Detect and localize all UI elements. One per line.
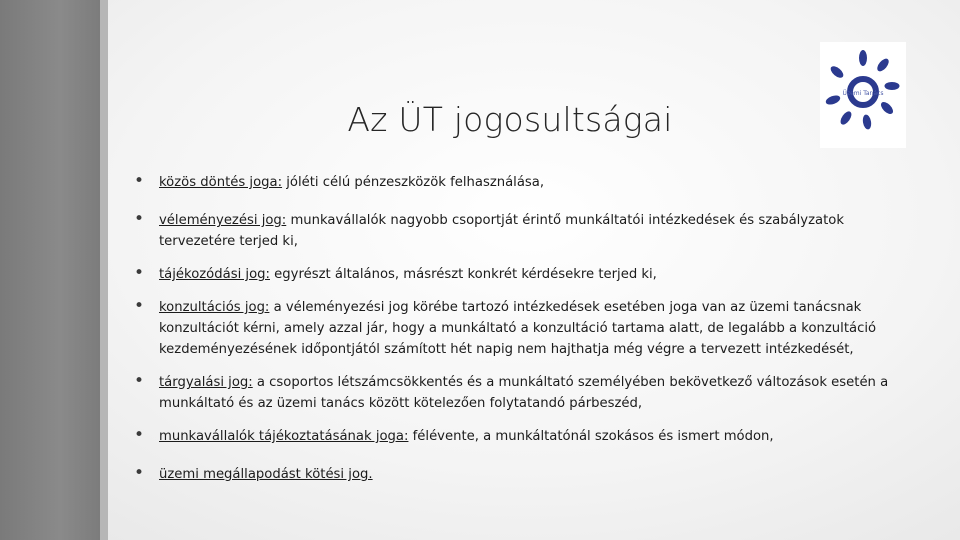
- bullet-term: tájékozódási jog:: [159, 267, 270, 282]
- logo-text: Üzemi Tanács: [842, 90, 884, 97]
- bullet-item: [134, 172, 894, 193]
- bullet-text: félévente, a munkáltatónál szokásos és ismert módon,: [408, 429, 774, 444]
- bullet-term: tárgyalási jog:: [159, 375, 253, 390]
- bullet-term: közös döntés joga:: [159, 175, 283, 190]
- bullet-text: a csoportos létszámcsökkentés és a munkáltató személyében bekövetkező változások esetén a munkáltató és az üzemi tanács között kötelezően folytatandó párbeszéd,: [159, 375, 889, 411]
- bullet-item: [134, 297, 894, 360]
- slide-title: Az ÜT jogosultságai: [347, 100, 673, 139]
- bullet-item: [134, 264, 894, 285]
- bullet-text: munkavállalók nagyobb csoportját érintő munkáltatói intézkedések és szabályzatok tervezetére terjed ki,: [159, 213, 844, 249]
- bullet-item: [134, 210, 894, 252]
- bullet-term: munkavállalók tájékoztatásának joga:: [159, 429, 409, 444]
- bullet-list: [134, 172, 894, 497]
- logo: [820, 42, 906, 148]
- bullet-text: jóléti célú pénzeszközök felhasználása,: [282, 175, 545, 190]
- bullet-text: egyrészt általános, másrészt konkrét kérdésekre terjed ki,: [269, 267, 657, 282]
- bullet-text: a véleményezési jog körébe tartozó intézkedések esetében joga van az üzemi tanácsnak konzultációt kérni, amely azzal jár, hogy a munkáltató a konzultáció tartama alatt, de legalább a konzultáció kezdeményezésének időpontjától számított hét napig nem hajthatja még végre a tervezett intézkedését,: [159, 300, 877, 357]
- sidebar-light-strip: [100, 0, 108, 540]
- bullet-item: [134, 426, 894, 447]
- bullet-term: véleményezési jog:: [159, 213, 287, 228]
- bullet-term: üzemi megállapodást kötési jog.: [159, 467, 373, 482]
- sun-ring-logo-icon: [820, 42, 906, 148]
- sidebar-dark-panel: [0, 0, 100, 540]
- bullet-term: konzultációs jog:: [159, 300, 270, 315]
- bullet-item: [134, 372, 894, 414]
- bullet-item: [134, 464, 894, 485]
